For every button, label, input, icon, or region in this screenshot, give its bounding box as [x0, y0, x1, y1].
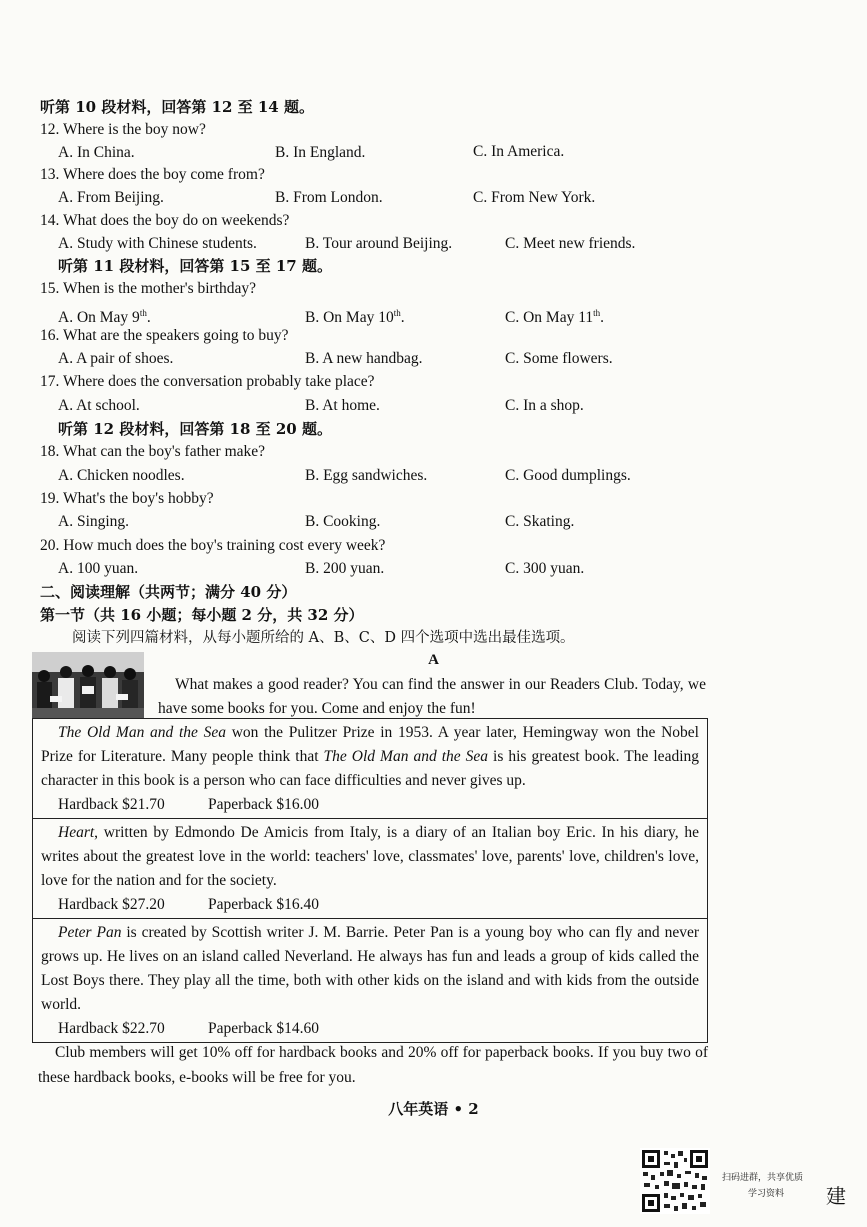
- passage-intro: What makes a good reader? You can find the answer in our Readers Club. Today, we have some books for you. Come and enjoy the fun!: [158, 676, 706, 717]
- children-reading-illustration: [32, 652, 144, 718]
- option-15-c: C. On May 11th.: [505, 308, 605, 327]
- book-description-cont: is his greatest book. The leading character in this book is a person who can face difficulties and never gives up.: [41, 748, 699, 789]
- book-entry-heart: [33, 818, 707, 918]
- listening-section-12: 听第 12 段材料，回答第 18 至 20 题。: [58, 420, 332, 438]
- option-20-b: B. 200 yuan.: [305, 560, 385, 577]
- qr-caption-line1: 扫码进群，共享优质: [722, 1173, 804, 1183]
- qr-code-icon: [640, 1148, 710, 1214]
- price-row: [41, 1017, 699, 1041]
- question-20: 20. How much does the boy's training cost every week?: [40, 537, 386, 554]
- listening-section-10: 听第 10 段材料，回答第 12 至 14 题。: [40, 98, 314, 116]
- page-number-label: 八年英语 • 2: [388, 1100, 479, 1118]
- question-18: 18. What can the boy's father make?: [40, 443, 266, 460]
- book-description: , written by Edmondo De Amicis from Italy, is a diary of an Italian boy Eric. In his diary, he writes about the greatest love in the world: teachers' love, classmates' love, parents' love, children's love, love for the nation and for the society.: [41, 824, 699, 889]
- option-14-c: C. Meet new friends.: [505, 235, 636, 252]
- option-15-b: B. On May 10th.: [305, 308, 405, 327]
- option-13-b: B. From London.: [275, 189, 383, 206]
- option-13-a: A. From Beijing.: [58, 189, 164, 206]
- corner-mark: 建: [826, 1184, 846, 1208]
- option-18-c: C. Good dumplings.: [505, 467, 631, 484]
- option-12-b: B. In England.: [275, 144, 366, 161]
- children-reading-photo: [32, 652, 144, 718]
- part-two-heading: 二、阅读理解（共两节；满分 40 分）: [40, 583, 297, 601]
- option-20-c: C. 300 yuan.: [505, 560, 585, 577]
- option-12-a: A. In China.: [58, 144, 135, 161]
- option-19-b: B. Cooking.: [305, 513, 381, 530]
- question-17: 17. Where does the conversation probably take place?: [40, 373, 375, 390]
- section-one-heading: 第一节（共 16 小题；每小题 2 分，共 32 分）: [40, 606, 364, 624]
- hardback-price: Hardback $27.20: [58, 896, 165, 913]
- paperback-price: Paperback $14.60: [208, 1020, 320, 1037]
- passage-letter: A: [428, 652, 439, 668]
- hardback-price: Hardback $22.70: [58, 1020, 165, 1037]
- listening-section-11: 听第 11 段材料，回答第 15 至 17 题。: [58, 257, 332, 275]
- option-12-c: C. In America.: [473, 143, 565, 160]
- option-18-b: B. Egg sandwiches.: [305, 467, 428, 484]
- qr-caption-line2: 学习资料: [748, 1189, 785, 1199]
- price-row: [41, 793, 699, 817]
- question-12: 12. Where is the boy now?: [40, 121, 206, 138]
- option-15-a: A. On May 9th.: [58, 308, 151, 327]
- question-19: 19. What's the boy's hobby?: [40, 490, 214, 507]
- option-17-b: B. At home.: [305, 397, 380, 414]
- option-14-b: B. Tour around Beijing.: [305, 235, 453, 252]
- option-16-c: C. Some flowers.: [505, 350, 613, 367]
- reading-instruction: 阅读下列四篇材料，从每小题所给的 A、B、C、D 四个选项中选出最佳选项。: [72, 630, 575, 646]
- question-14: 14. What does the boy do on weekends?: [40, 212, 290, 229]
- option-19-a: A. Singing.: [58, 513, 130, 530]
- paperback-price: Paperback $16.40: [208, 896, 320, 913]
- book-title: The Old Man and the Sea: [58, 724, 226, 741]
- option-18-a: A. Chicken noodles.: [58, 467, 185, 484]
- question-15: 15. When is the mother's birthday?: [40, 280, 257, 297]
- option-16-a: A. A pair of shoes.: [58, 350, 174, 367]
- option-13-c: C. From New York.: [473, 189, 596, 206]
- book-title: Heart: [58, 824, 95, 841]
- question-13: 13. Where does the boy come from?: [40, 166, 265, 183]
- option-17-a: A. At school.: [58, 397, 140, 414]
- book-entry-peter-pan: [33, 918, 707, 1042]
- option-19-c: C. Skating.: [505, 513, 575, 530]
- paperback-price: Paperback $16.00: [208, 796, 320, 813]
- qr-code: [640, 1148, 710, 1214]
- option-16-b: B. A new handbag.: [305, 350, 423, 367]
- closing-paragraph: Club members will get 10% off for hardback books and 20% off for paperback books. If you buy two of these hardback books, e-books will be free for you.: [38, 1044, 708, 1086]
- option-20-a: A. 100 yuan.: [58, 560, 139, 577]
- question-16: 16. What are the speakers going to buy?: [40, 327, 289, 344]
- price-row: [41, 893, 699, 917]
- books-table: [32, 718, 708, 1043]
- hardback-price: Hardback $21.70: [58, 796, 165, 813]
- book-description: won the Pulitzer Prize in 1953. A year later, Hemingway won the Nobel Prize for Literature. Many people think that: [41, 724, 699, 765]
- option-14-a: A. Study with Chinese students.: [58, 235, 257, 252]
- book-title-ref: The Old Man and the Sea: [323, 748, 489, 765]
- book-entry-old-man: [33, 719, 707, 818]
- book-title: Peter Pan: [58, 924, 122, 941]
- book-description: is created by Scottish writer J. M. Barrie. Peter Pan is a young boy who can fly and never grows up. He lives on an island called Neverland. He always has fun and leads a group of kids called the Lost Boys there. They play all the time, both with other kids on the island and with kids from the outside world.: [41, 924, 699, 1013]
- option-17-c: C. In a shop.: [505, 397, 584, 414]
